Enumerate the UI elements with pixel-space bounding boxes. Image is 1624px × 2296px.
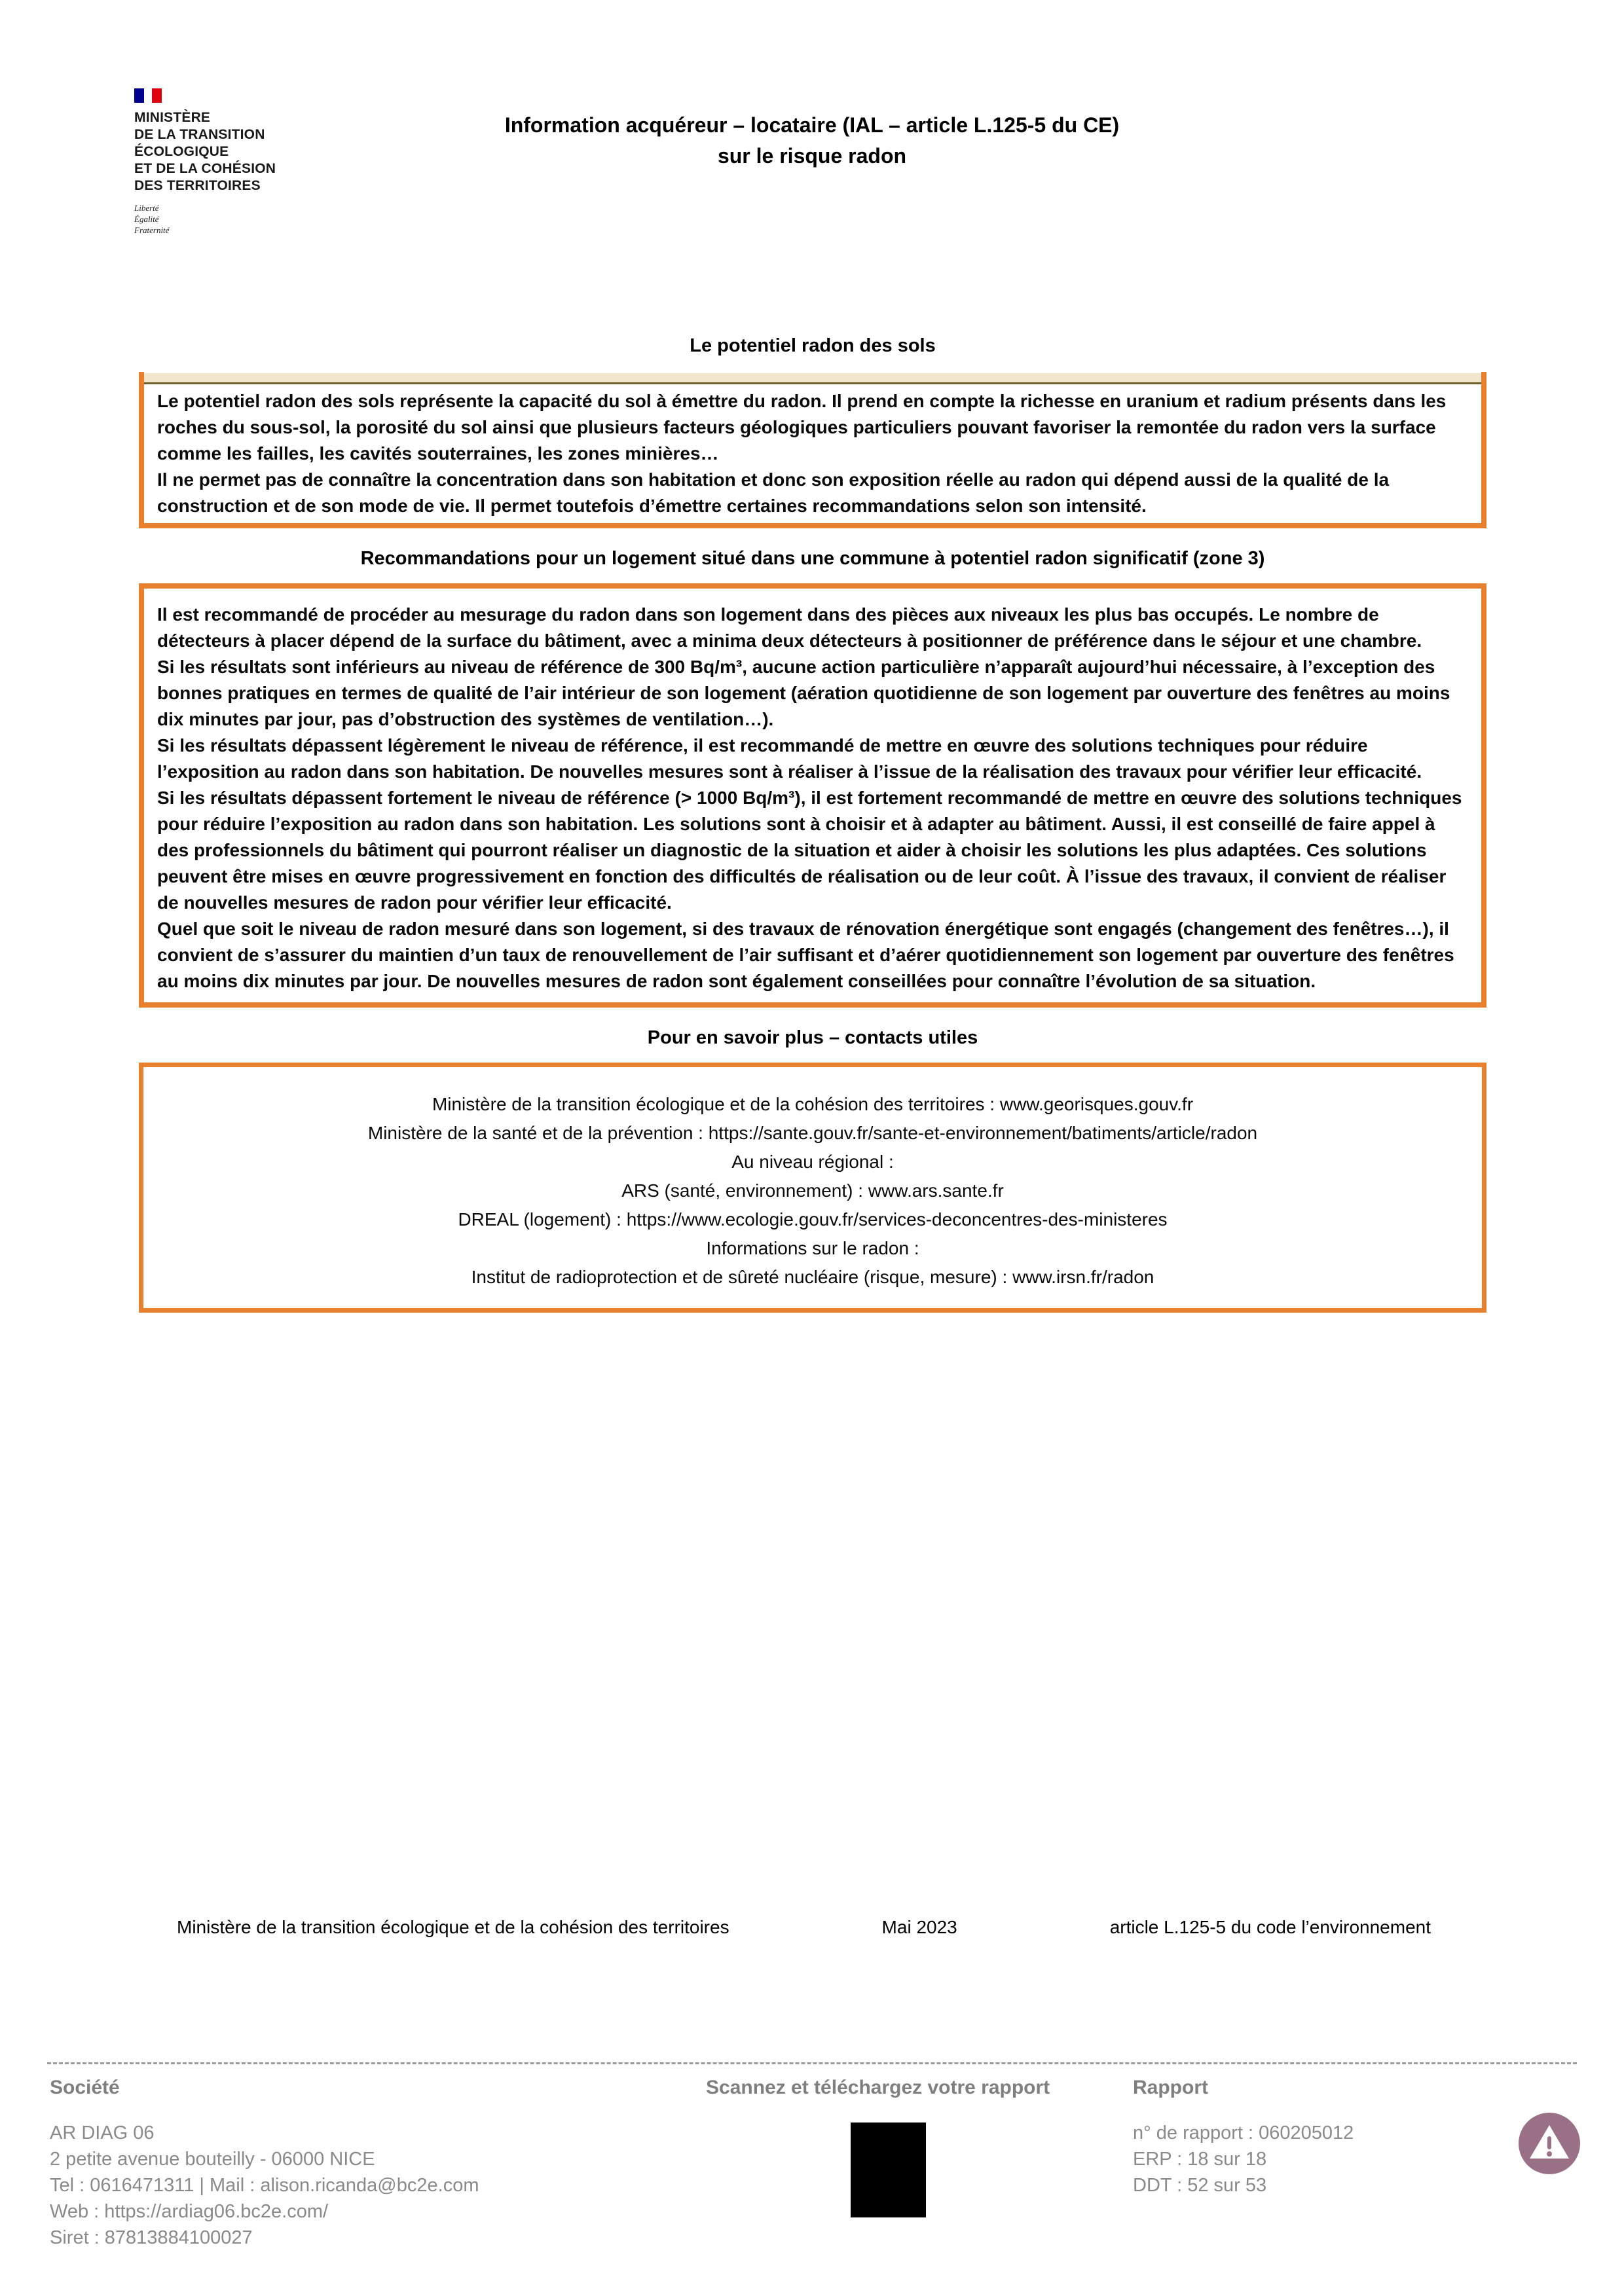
paragraph: Si les résultats dépassent légèrement le niveau de référence, il est recommandé de mettre en œuvre des solutions techniques pour réduire l’exposition au radon dans son habitation. De nouvelles mesures sont à réaliser à l’issue de la réalisation des travaux pour vérifier leur efficacité.: [157, 735, 1422, 782]
french-flag-icon: [134, 88, 162, 103]
ministry-name-line: ÉCOLOGIQUE: [134, 144, 229, 159]
ministry-name-line: DES TERRITOIRES: [134, 178, 261, 193]
warning-icon: [1518, 2112, 1581, 2175]
footer-dashed-divider: [47, 2062, 1577, 2064]
box-top-accent-strip: [144, 373, 1481, 384]
main-content: [139, 327, 1486, 1313]
flag-blue-stripe: [134, 88, 144, 103]
ministry-name-line: MINISTÈRE: [134, 110, 211, 125]
contact-line: Au niveau régional :: [731, 1152, 894, 1172]
report-erp-pages: ERP : 18 sur 18: [1133, 2149, 1267, 2170]
republic-motto: [134, 202, 276, 236]
contacts-box: [139, 1063, 1486, 1313]
company-contact: Tel : 0616471311 | Mail : alison.ricanda@bc2e.com: [50, 2175, 479, 2196]
warning-triangle-icon: [1518, 2112, 1581, 2175]
footer-qr-block: [706, 2077, 1070, 2217]
footer-qr-heading: Scannez et téléchargez votre rapport: [706, 2077, 1050, 2098]
contact-line: ARS (santé, environnement) : www.ars.sante.fr: [621, 1180, 1004, 1201]
paragraph: Le potentiel radon des sols représente la capacité du sol à émettre du radon. Il prend en compte la richesse en uranium et radium présents dans les roches du sous-sol, la porosité du sol ainsi que plusieurs facteurs géologiques particuliers pouvant favoriser la remontée du radon vers la surface comme les failles, les cavités souterraines, les zones minières…: [157, 391, 1447, 464]
section-heading-recommandations: Recommandations pour un logement situé dans une commune à potentiel radon significatif (zone 3): [360, 548, 1265, 569]
contact-line: Informations sur le radon :: [706, 1238, 919, 1258]
motto-line: Égalité: [134, 214, 159, 224]
doc-footer-ministry: Ministère de la transition écologique et de la cohésion des territoires: [177, 1917, 729, 1937]
company-name: AR DIAG 06: [50, 2123, 155, 2143]
flag-white-stripe: [144, 88, 152, 103]
report-number: n° de rapport : 060205012: [1133, 2123, 1354, 2143]
footer-company-block: [50, 2077, 479, 2251]
report-ddt-pages: DDT : 52 sur 53: [1133, 2175, 1267, 2196]
document-title-line1: Information acquéreur – locataire (IAL – article L.125-5 du CE): [504, 113, 1120, 137]
contact-line: Institut de radioprotection et de sûreté nucléaire (risque, mesure) : www.irsn.fr/radon: [471, 1267, 1154, 1287]
ministry-name-line: DE LA TRANSITION: [134, 127, 265, 142]
qr-code: [851, 2123, 926, 2217]
motto-line: Fraternité: [134, 225, 170, 235]
contact-line: Ministère de la transition écologique et de la cohésion des territoires : www.georisques.gouv.fr: [432, 1094, 1194, 1114]
flag-red-stripe: [152, 88, 162, 103]
document-title: [0, 110, 1624, 172]
footer-company-heading: Société: [50, 2077, 120, 2098]
paragraph: Si les résultats dépassent fortement le niveau de référence (> 1000 Bq/m³), il est fortement recommandé de mettre en œuvre des solutions techniques pour réduire l’exposition au radon dans son habitation. Les solutions sont à choisir et à adapter au bâtiment. Aussi, il est conseillé de faire appel à des professionnels du bâtiment qui pourront réaliser un diagnostic de la situation et aider à choisir les solutions les plus adaptées. Ces solutions peuvent être mises en œuvre progressivement en fonction des difficultés de réalisation ou de leur coût. À l’issue des travaux, il convient de réaliser de nouvelles mesures de radon pour vérifier leur efficacité.: [157, 788, 1462, 913]
potentiel-radon-box: [139, 372, 1486, 528]
section-heading-contacts: Pour en savoir plus – contacts utiles: [647, 1027, 978, 1048]
paragraph: Il est recommandé de procéder au mesurage du radon dans son logement dans des pièces aux niveaux les plus bas occupés. Le nombre de détecteurs à placer dépend de la surface du bâtiment, avec a minima deux détecteurs à positionner de préférence dans le séjour et une chambre.: [157, 604, 1422, 651]
contact-line: Ministère de la santé et de la prévention : https://sante.gouv.fr/sante-et-environnement/batiments/article/radon: [367, 1123, 1258, 1143]
recommandations-box: [139, 583, 1486, 1008]
motto-line: Liberté: [134, 203, 159, 213]
company-siret: Siret : 87813884100027: [50, 2227, 253, 2248]
company-website: Web : https://ardiag06.bc2e.com/: [50, 2201, 329, 2222]
paragraph: Il ne permet pas de connaître la concentration dans son habitation et donc son exposition réelle au radon qui dépend aussi de la qualité de la construction et de son mode de vie. Il permet toutefois d’émettre certaines recommandations selon son intensité.: [157, 469, 1390, 516]
document-footer-line: [139, 1917, 1486, 1938]
doc-footer-date: Mai 2023: [881, 1917, 957, 1937]
footer-report-block: [1133, 2077, 1354, 2198]
footer-company-lines: [50, 2120, 479, 2251]
paragraph: Quel que soit le niveau de radon mesuré dans son logement, si des travaux de rénovation énergétique sont engagés (changement des fenêtres…), il convient de s’assurer du maintien d’un taux de renouvellement de l’air suffisant et d’aérer quotidiennement son logement par ouverture des fenêtres au moins dix minutes par jour. De nouvelles mesures de radon sont également conseillées pour connaître l’évolution de sa situation.: [157, 919, 1454, 991]
document-title-line2: sur le risque radon: [717, 144, 907, 168]
doc-footer-article: article L.125-5 du code l’environnement: [1109, 1917, 1431, 1937]
ministry-name-line: ET DE LA COHÉSION: [134, 161, 276, 176]
contact-line: DREAL (logement) : https://www.ecologie.gouv.fr/services-deconcentres-des-ministeres: [458, 1209, 1168, 1230]
section-heading-potentiel: Le potentiel radon des sols: [690, 335, 936, 356]
paragraph: Si les résultats sont inférieurs au niveau de référence de 300 Bq/m³, aucune action particulière n’apparaît aujourd’hui nécessaire, à l’exception des bonnes pratiques en termes de qualité de l’air intérieur de son logement (aération quotidienne de son logement par ouverture des fenêtres au moins dix minutes par jour, pas d’obstruction des systèmes de ventilation…).: [157, 657, 1450, 729]
footer-report-heading: Rapport: [1133, 2077, 1208, 2098]
footer-report-lines: [1133, 2120, 1354, 2198]
company-address: 2 petite avenue bouteilly - 06000 NICE: [50, 2149, 375, 2170]
